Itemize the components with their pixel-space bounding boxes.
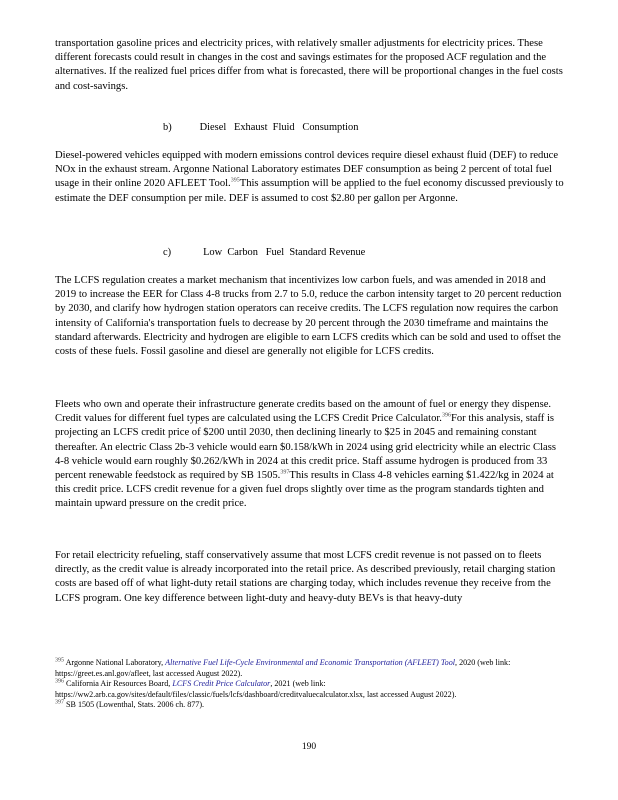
footnote-395: $^{395}$ Argonne National Laboratory, Alternative Fuel Life-Cycle Environmental and Economic Transportation (AFLEET) Tool, 2020 (web link: https://greet.es.anl.gov/afleet, last accessed August 2022). bbox=[55, 657, 511, 678]
paragraph-retail-refueling: For retail electricity refueling, staff conservatively assume that most LCFS credit revenue is not passed on to fleets directly, as the credit value is already incorporated into the retail price. As described previously, retail charging station costs are based off of what light-duty retail stations are charging today, which includes revenue they receive from the LCFS program. One key difference between light-duty and heavy-duty BEVs is that heavy-duty bbox=[55, 550, 556, 604]
footnotes bbox=[55, 658, 560, 711]
paragraph-fuel-price-forecasts: transportation gasoline prices and electricity prices, with relatively smaller adjustments for electricity prices. These different forecasts could result in changes in the cost and savings estimates for the proposed ACF regulation and the alternatives. If the realized fuel prices differ from what is forecasted, there will be proportional changes in the fuel costs and cost-savings. bbox=[55, 38, 563, 92]
heading-title: Diesel Exhaust Fluid Consumption bbox=[199, 122, 359, 133]
heading-title: Low Carbon Fuel Standard Revenue bbox=[203, 247, 366, 258]
heading-letter: c) bbox=[163, 247, 172, 258]
footnote-ref-397: 397 bbox=[280, 469, 290, 476]
section-heading-lcfs bbox=[163, 246, 365, 260]
heading-letter: b) bbox=[163, 122, 172, 133]
footnote-396: $^{396}$ California Air Resources Board, LCFS Credit Price Calculator, 2021 (web link: https://ww2.arb.ca.gov/sites/default/files/classic/fuels/lcfs/dashboard/creditvaluecalculator.xlsx, last accessed August 2022). bbox=[55, 678, 457, 699]
paragraph-def-consumption: Diesel-powered vehicles equipped with modern emissions control devices require diesel exhaust fluid (DEF) to reduce NOx in the exhaust stream. Argonne National Laboratory estimates DEF consumption as being 2 percent of total fuel usage in their online 2020 AFLEET Tool.$^{395}$This assumption will be applied to the fuel economy discussed previously to estimate the DEF consumption per mile. DEF is assumed to cost $2.80 per gallon per Argonne. bbox=[55, 150, 564, 204]
footnote-ref-395: 395 bbox=[230, 177, 240, 184]
section-heading-def bbox=[163, 121, 358, 135]
paragraph-lcfs-credits: Fleets who own and operate their infrastructure generate credits based on the amount of fuel or energy they dispense. Credit values for different fuel types are calculated using the LCFS Credit Price Calculator.$^{396}$For this analysis, staff is projecting an LCFS credit price of $200 until 2030, then declining linearly to $25 in 2045 and remaining constant thereafter. An electric Class 2b-3 vehicle would earn $0.158/kWh in 2024 using grid electricity while an electric Class 4-8 vehicle would earn roughly $0.262/kWh in 2024 at this credit price. Staff assume hydrogen is produced from 33 percent renewable feedstock as required by SB 1505.$^{397}$This results in Class 4-8 vehicles earning $1.422/kg in 2024 at this credit price. LCFS credit revenue for a given fuel drops slightly over time as the program standards tighten and maintain upward pressure on the credit price. bbox=[55, 399, 556, 510]
footnote-link-title[interactable]: LCFS Credit Price Calculator bbox=[172, 679, 271, 689]
paragraph-lcfs-regulation: The LCFS regulation creates a market mechanism that incentivizes low carbon fuels, and was amended in 2018 and 2019 to increase the EER for Class 4-8 trucks from 2.7 to 5.0, reduce the carbon intensity target to 20 percent reduction by 2030, and clarify how hydrogen station operators can receive credits. The LCFS regulation now requires the carbon intensity of California's transportation fuels to decrease by 20 percent through the 2030 timeframe and maintains the standard afterwards. Electricity and hydrogen are eligible to earn LCFS credits which can be sold and used to offset the costs of these fuels. Fossil gasoline and diesel are generally not eligible for LCFS credits. bbox=[55, 275, 562, 358]
page-number: 190 bbox=[301, 742, 317, 752]
footnote-link-title[interactable]: Alternative Fuel Life-Cycle Environmental and Economic Transportation (AFLEET) Tool bbox=[165, 658, 456, 667]
footnote-397: $^{397}$ SB 1505 (Lowenthal, Stats. 2006 ch. 877). bbox=[55, 699, 205, 710]
footnote-ref-396: 396 bbox=[441, 412, 451, 419]
